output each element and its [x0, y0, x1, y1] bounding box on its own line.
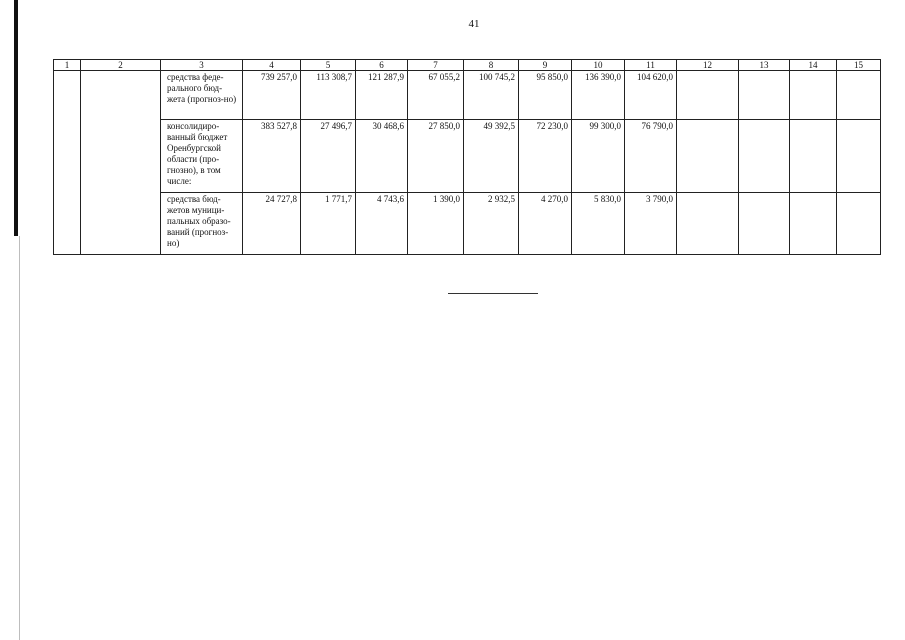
table-cell: 30 468,6: [356, 120, 408, 193]
table-cell: 76 790,0: [625, 120, 677, 193]
column-header: 3: [161, 60, 243, 71]
table-cell: 24 727,8: [243, 193, 301, 255]
scan-edge-line-thin: [19, 236, 20, 640]
column-header: 12: [677, 60, 739, 71]
table-cell: 27 850,0: [408, 120, 464, 193]
table-header-row: [54, 60, 881, 71]
table-cell: 5 830,0: [572, 193, 625, 255]
table-row: [54, 71, 881, 120]
table-cell: [790, 193, 837, 255]
table-cell: [677, 193, 739, 255]
scan-edge-line: [14, 0, 18, 236]
table-cell: [54, 71, 81, 255]
column-header: 1: [54, 60, 81, 71]
table-cell: 4 743,6: [356, 193, 408, 255]
column-header: 7: [408, 60, 464, 71]
column-header: 13: [739, 60, 790, 71]
column-header: 15: [837, 60, 881, 71]
column-header: 4: [243, 60, 301, 71]
table-cell: [677, 71, 739, 120]
table-cell: [739, 193, 790, 255]
table-cell: [81, 71, 161, 255]
table-cell: [790, 120, 837, 193]
table-cell: 95 850,0: [519, 71, 572, 120]
table-cell: 4 270,0: [519, 193, 572, 255]
table-cell: 72 230,0: [519, 120, 572, 193]
table-cell: 113 308,7: [301, 71, 356, 120]
row-label: средства бюд-жетов муници-пальных образо-ваний (прогноз-но): [161, 193, 243, 255]
closing-separator-line: [448, 293, 538, 294]
column-header: 5: [301, 60, 356, 71]
column-header: 10: [572, 60, 625, 71]
table-cell: [790, 71, 837, 120]
table-cell: 383 527,8: [243, 120, 301, 193]
budget-table: [53, 59, 881, 255]
table-cell: 67 055,2: [408, 71, 464, 120]
table-cell: 2 932,5: [464, 193, 519, 255]
table-cell: 99 300,0: [572, 120, 625, 193]
column-header: 2: [81, 60, 161, 71]
table-cell: 104 620,0: [625, 71, 677, 120]
table-cell: 136 390,0: [572, 71, 625, 120]
column-header: 6: [356, 60, 408, 71]
table-row: [54, 120, 881, 193]
table-cell: 121 287,9: [356, 71, 408, 120]
column-header: 14: [790, 60, 837, 71]
row-label: консолидиро-ванный бюджет Оренбургской области (про-гнозно), в том числе:: [161, 120, 243, 193]
table-cell: 1 771,7: [301, 193, 356, 255]
table-cell: 3 790,0: [625, 193, 677, 255]
table-cell: [837, 193, 881, 255]
column-header: 11: [625, 60, 677, 71]
column-header: 8: [464, 60, 519, 71]
row-label: средства феде-рального бюд-жета (прогноз-но): [161, 71, 243, 120]
page-number: 41: [468, 18, 480, 30]
table-cell: [739, 71, 790, 120]
table-cell: 1 390,0: [408, 193, 464, 255]
table-cell: [837, 71, 881, 120]
table-cell: 49 392,5: [464, 120, 519, 193]
table-row: [54, 193, 881, 255]
table-cell: [837, 120, 881, 193]
column-header: 9: [519, 60, 572, 71]
table-cell: [677, 120, 739, 193]
table-cell: 100 745,2: [464, 71, 519, 120]
table-cell: [739, 120, 790, 193]
table-cell: 739 257,0: [243, 71, 301, 120]
table-cell: 27 496,7: [301, 120, 356, 193]
